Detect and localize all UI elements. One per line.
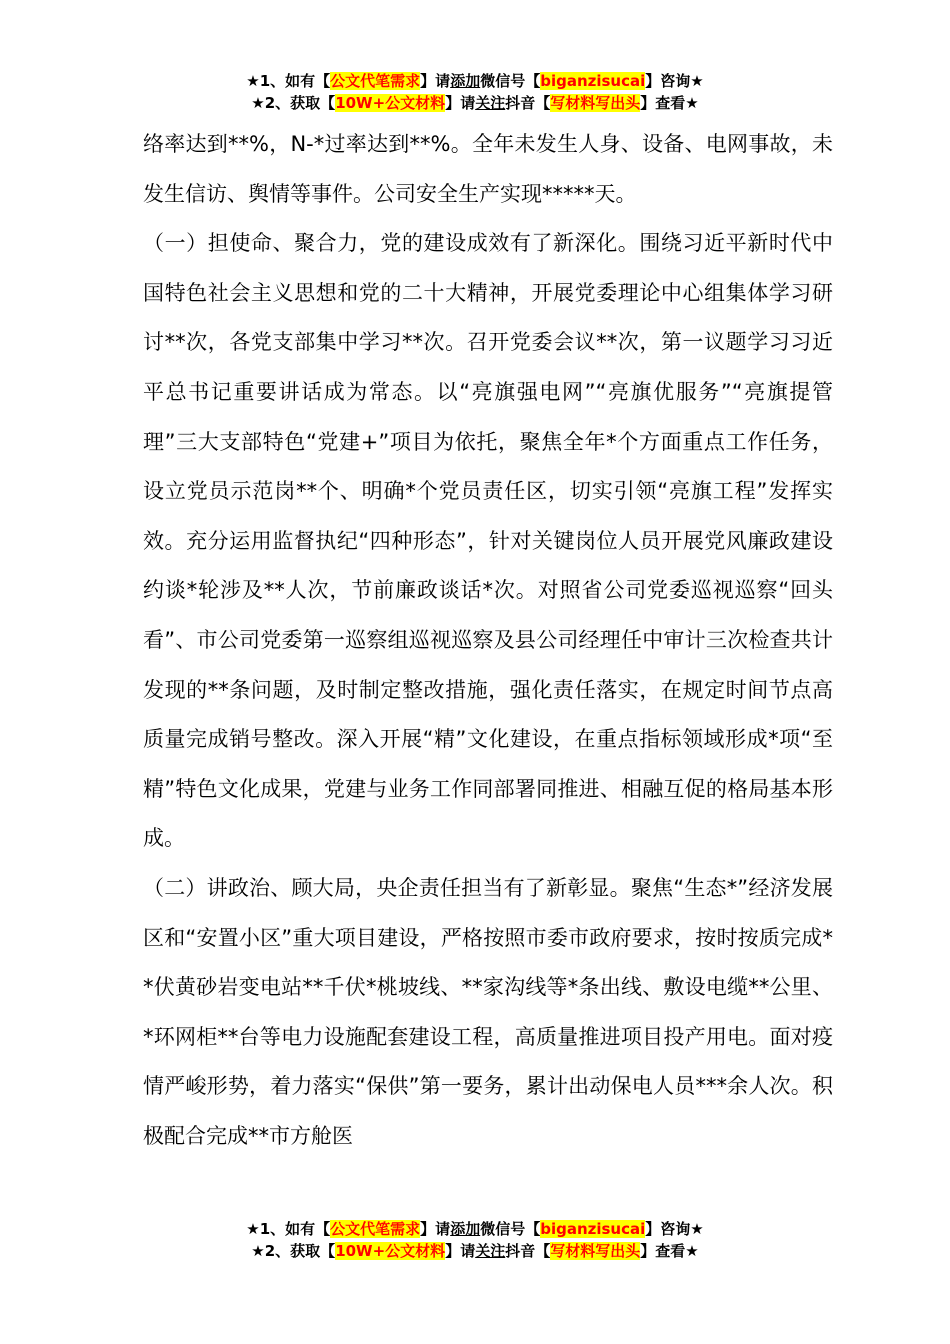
highlight-tag: 公文代笔需求 [330,1220,421,1238]
paragraph: （一）担使命、聚合力，党的建设成效有了新深化。围绕习近平新时代中国特色社会主义思想和党的二十大精神，开展党委理论中心组集体学习研讨**次，各党支部集中学习**次。召开党委会议**次，第一议题学习习近平总书记重要讲话成为常态。以“亮旗强电网”“亮旗优服务”“亮旗提管理”三大支部特色“党建+”项目为依托，聚焦全年*个方面重点工作任务，设立党员示范岗**个、明确*个党员责任区，切实引领“亮旗工程”发挥实效。充分运用监督执纪“四种形态”，针对关键岗位人员开展党风廉政建设约谈*轮涉及**人次，节前廉政谈话*次。对照省公司党委巡视巡察“回头看”、市公司党委第一巡察组巡视巡察及县公司经理任中审计三次检查共计发现的**条问题，及时制定整改措施，强化责任落实，在规定时间节点高质量完成销号整改。深入开展“精”文化建设，在重点指标领域形成*项“至精”特色文化成果，党建与业务工作同部署同推进、相融互促的格局基本形成。 [143,231,833,851]
promo-line-1: ★1、如有【公文代笔需求】请添加微信号【biganzisucai】咨询★ [246,72,704,90]
highlight-tag: biganzisucai [540,1220,646,1238]
highlight-tag: biganzisucai [540,72,646,90]
promo-line-2: ★2、获取【10W+公文材料】请关注抖音【写材料写出头】查看★ [251,94,699,112]
highlight-tag: 10W+公文材料 [335,1242,446,1260]
paragraph: （二）讲政治、顾大局，央企责任担当有了新彰显。聚焦“生态*”经济发展区和“安置小区”重大项目建设，严格按照市委市政府要求，按时按质完成**伏黄砂岩变电站**千伏*桃坡线、**家沟线等*条出线、敷设电缆**公里、*环网柜**台等电力设施配套建设工程，高质量推进项目投产用电。面对疫情严峻形势，着力落实“保供”第一要务，累计出动保电人员***余人次。积极配合完成**市方舱医 [143,875,833,1148]
promo-banner-bottom [0,1218,950,1262]
promo-banner-top [0,70,950,114]
highlight-tag: 10W+公文材料 [335,94,446,112]
paragraph: 络率达到**%，N-*过率达到**%。全年未发生人身、设备、电网事故，未发生信访、舆情等事件。公司安全生产实现*****天。 [143,132,833,206]
highlight-tag: 公文代笔需求 [330,72,421,90]
promo-line-1: ★1、如有【公文代笔需求】请添加微信号【biganzisucai】咨询★ [246,1220,704,1238]
document-body [143,120,833,1161]
promo-line-2: ★2、获取【10W+公文材料】请关注抖音【写材料写出头】查看★ [251,1242,699,1260]
highlight-tag: 写材料写出头 [550,94,641,112]
highlight-tag: 写材料写出头 [550,1242,641,1260]
